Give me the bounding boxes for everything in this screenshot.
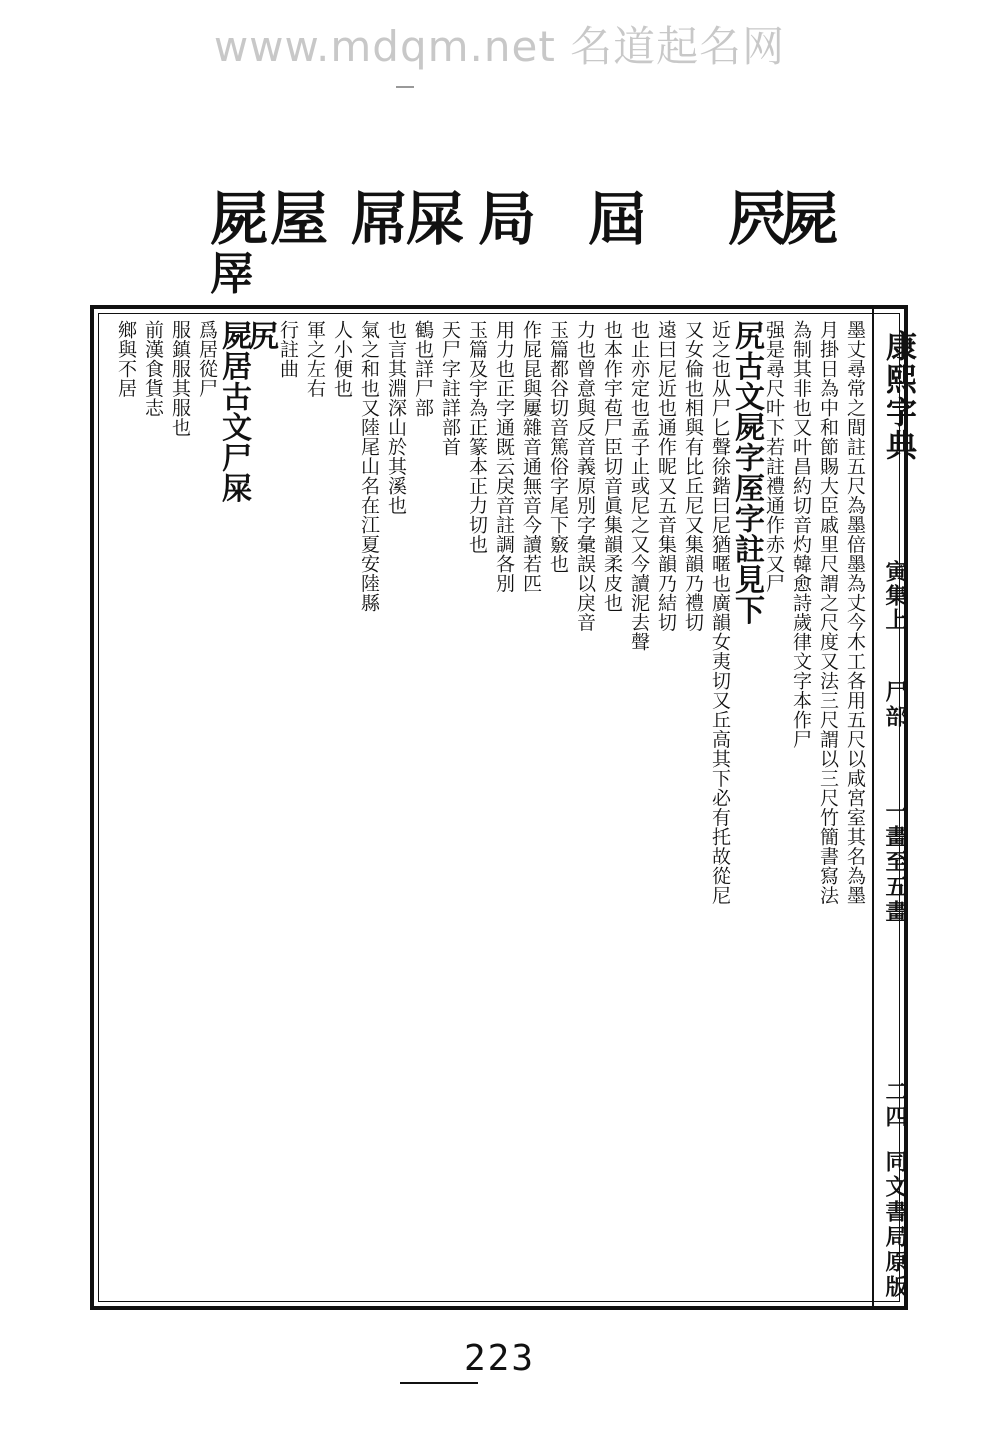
text-column: 氣之和也又陸尾山名在江夏安陸縣 — [358, 320, 380, 613]
text-column-headword: 尻 — [243, 320, 278, 351]
footer-underline — [400, 1382, 478, 1384]
text-column: 月掛日為中和節賜大臣戚里尺謂之尺度又法三尺謂以三尺竹簡書寫法 — [817, 320, 839, 905]
text-column: 作屁昆與屢雜音通無音今讀若匹 — [520, 320, 542, 593]
text-column: 行註曲 — [277, 320, 299, 379]
text-column: 也言其淵深山於其溪也 — [385, 320, 407, 515]
text-column: 又女倫也相與有比丘尼又集韻乃禮切 — [682, 320, 704, 632]
watermark-divider — [396, 86, 414, 88]
watermark-text: www.mdqm.net 名道起名网 — [213, 22, 786, 71]
stroke-range-label: 一畫至五畫 — [882, 800, 908, 925]
publisher-label: 同文書局原版 — [882, 1150, 908, 1300]
text-column: 强是尋尺叶下若註禮通作赤又尸 — [763, 320, 785, 593]
seal-glyph: 屆 — [588, 185, 647, 253]
text-column: 鶴也詳尸部 — [412, 320, 434, 418]
text-column: 前漢食貨志 — [142, 320, 164, 418]
text-column: 玉篇都谷切音篤俗字尾下竅也 — [547, 320, 569, 574]
text-column: 也止亦定也孟子止或尼之又今讀泥去聲 — [628, 320, 650, 652]
text-column-headword: 屍居古文尸屎 — [216, 320, 251, 503]
text-column: 人小便也 — [331, 320, 353, 398]
seal-glyph: 屌 — [350, 185, 409, 253]
text-column: 天尸字註詳部首 — [439, 320, 461, 457]
text-column: 也本作宇苞尸臣切音眞集韻柔皮也 — [601, 320, 623, 613]
text-column: 鄉與不居 — [115, 320, 137, 398]
text-column: 用力也正字通既云戾音註調各別 — [493, 320, 515, 593]
text-column: 遠曰尼近也通作昵又五音集韻乃結切 — [655, 320, 677, 632]
chinese-page-number: 二四 — [882, 1080, 908, 1130]
text-column: 軍之左右 — [304, 320, 326, 398]
volume-label: 寅集上 — [882, 560, 908, 632]
book-title: 康熙字典 — [880, 330, 916, 462]
seal-glyph: 屋 — [270, 185, 329, 253]
seal-glyph: 屖 — [210, 249, 254, 300]
text-column: 玉篇及宇為正篆本正力切也 — [466, 320, 488, 554]
text-column: 服鎮服其服也 — [169, 320, 191, 437]
text-column: 墨丈尋常之間註五尺為墨倍墨為丈今木工各用五尺以咸宮室其名為墨 — [844, 320, 866, 905]
page-footer-number: 223 — [463, 1338, 536, 1379]
seal-glyph: 局 — [478, 185, 537, 253]
text-column: 力也曾意與反音義原別字彙誤以戾音 — [574, 320, 596, 632]
text-column: 近之也从尸匕聲徐鍇曰尼猶暱也廣韻女夷切又丘高其下必有托故從尼 — [709, 320, 731, 905]
seal-glyph: 屍 — [780, 185, 839, 253]
seal-glyph: 屍 — [210, 185, 269, 253]
radical-label: 尸部 — [882, 680, 908, 730]
text-column-headword: 尻古文屍字厔字註見下 — [729, 320, 764, 625]
seal-glyph: 屎 — [406, 185, 465, 253]
seal-script-row — [210, 185, 839, 310]
seal-glyph: 屄 — [728, 185, 787, 253]
text-column: 爲居從尸 — [196, 320, 218, 398]
text-column: 為制其非也又叶昌約切音灼韓愈詩歲律文字本作尸 — [790, 320, 812, 749]
dictionary-body — [108, 320, 868, 1295]
